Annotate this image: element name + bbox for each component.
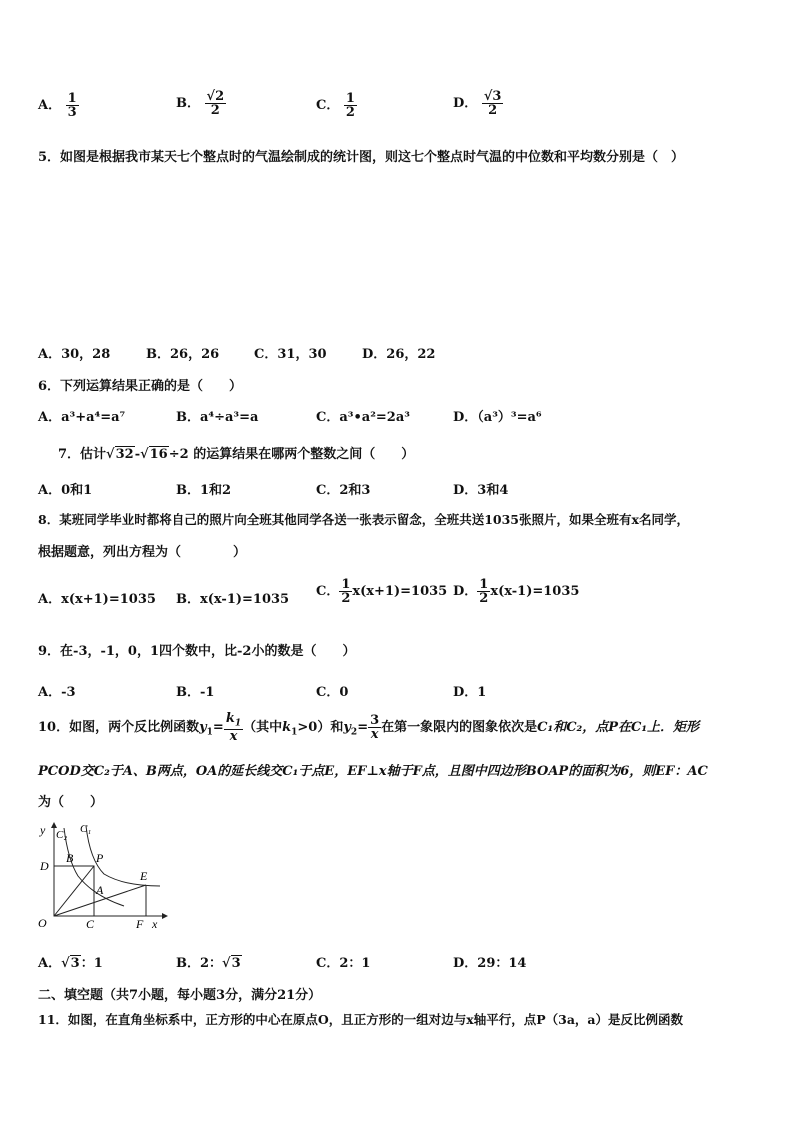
q6-option-a: A．a³+a⁴=a⁷: [38, 410, 126, 425]
q5-option-b: B．26，26: [146, 347, 220, 362]
q9-option-c: C．0: [316, 685, 349, 700]
q5-stem: 5．如图是根据我市某天七个整点时的气温绘制成的统计图，则这七个整点时气温的中位数和平均数分别是（ ）: [38, 150, 685, 165]
q9-stem: 9．在-3，-1，0，1四个数中，比-2小的数是（ ）: [38, 644, 356, 659]
q6-option-d: D．（a³）³=a⁶: [453, 410, 542, 425]
fraction: $\frac{1}{3}$: [67, 91, 77, 120]
q10-stem-line1: 10．如图，两个反比例函数$y_1=$ $\frac{k_1}{x}$ （其中$k_1>0$）和$y_2=$ $\frac{3}{x}$ 在第一象限内的图象依次是C₁和C₂，点P在C₁上．矩形: [38, 711, 700, 744]
label-c1: C₁: [80, 823, 92, 835]
q10-option-a: A．√3：1: [38, 956, 103, 971]
label-c2: C₂: [56, 829, 68, 841]
x-axis-arrow: [162, 913, 168, 919]
fraction: $\frac{1}{2}$: [345, 91, 355, 120]
q8-option-b: B．x(x-1)=1035: [176, 592, 290, 607]
q6-stem: 6．下列运算结果正确的是（ ）: [38, 379, 243, 394]
q5-option-c: C．31，30: [254, 347, 327, 362]
q6-option-b: B．a⁴÷a³=a: [176, 410, 259, 425]
sqrt-symbol: √: [222, 956, 231, 971]
fraction: $\frac{√3}{2}$: [483, 89, 502, 118]
q10-option-b: B．2：√3: [176, 956, 241, 971]
q9-option-d: D．1: [453, 685, 487, 700]
q5-option-a: A．30，28: [38, 347, 111, 362]
label-c: C: [86, 917, 95, 930]
q7-option-a: A．0和1: [38, 483, 93, 498]
q10-option-c: C．2：1: [316, 956, 371, 971]
q4-option-a: A． $\frac{1}{3}$: [38, 91, 77, 120]
q4-option-b: B． $\frac{√2}{2}$: [176, 89, 225, 118]
q10-figure: [34, 820, 184, 930]
q4-option-c: C． $\frac{1}{2}$: [316, 91, 355, 120]
sqrt-symbol: √: [106, 447, 115, 462]
label-a: A: [96, 883, 104, 897]
q10-option-d: D．29：14: [453, 956, 527, 971]
q10-stem-line3: 为（ ）: [38, 795, 104, 810]
q10-stem-line2: PCOD交C₂于A、B两点，OA的延长线交C₁于点E，EF⊥x轴于F点，且图中四边形BOAP的面积为6，则EF：AC: [38, 764, 708, 779]
label-e: E: [140, 869, 148, 883]
q8-stem-line2: 根据题意，列出方程为（ ）: [38, 545, 247, 560]
y-axis-arrow: [51, 822, 57, 828]
q7-option-c: C．2和3: [316, 483, 371, 498]
label-d: D: [40, 859, 49, 873]
label-p: P: [96, 851, 104, 865]
q9-option-a: A．-3: [38, 685, 76, 700]
q8-option-a: A．x(x+1)=1035: [38, 592, 156, 607]
q5-option-d: D．26，22: [362, 347, 436, 362]
fraction: $\frac{√2}{2}$: [206, 89, 225, 118]
sqrt-symbol: √: [61, 956, 70, 971]
q7-option-d: D．3和4: [453, 483, 509, 498]
label-b: B: [66, 851, 74, 865]
q8-option-c: C． $\frac{1}{2}$ x(x+1)=1035: [316, 577, 448, 606]
q8-stem-line1: 8．某班同学毕业时都将自己的照片向全班其他同学各送一张表示留念，全班共送1035张照片，如果全班有x名同学，: [38, 512, 689, 527]
q4-option-d: D． $\frac{√3}{2}$: [453, 89, 502, 118]
label-f: F: [136, 917, 144, 930]
label-y: y: [40, 823, 46, 837]
line-ob: [54, 866, 94, 916]
label-x: x: [152, 917, 158, 930]
q6-option-c: C．a³•a²=2a³: [316, 410, 410, 425]
q7-stem: 7．估计√32-√16÷2 的运算结果在哪两个整数之间（ ）: [58, 447, 415, 462]
q11-stem: 11．如图，在直角坐标系中，正方形的中心在原点O，且正方形的一组对边与x轴平行，点P（3a，a）是反比例函数: [38, 1012, 684, 1027]
label-o: O: [38, 916, 47, 930]
sqrt-symbol: √: [140, 447, 149, 462]
q9-option-b: B．-1: [176, 685, 215, 700]
q8-option-d: D． $\frac{1}{2}$ x(x-1)=1035: [453, 577, 580, 606]
q7-option-b: B．1和2: [176, 483, 232, 498]
section-heading: 二、填空题（共7小题，每小题3分，满分21分）: [38, 988, 322, 1003]
